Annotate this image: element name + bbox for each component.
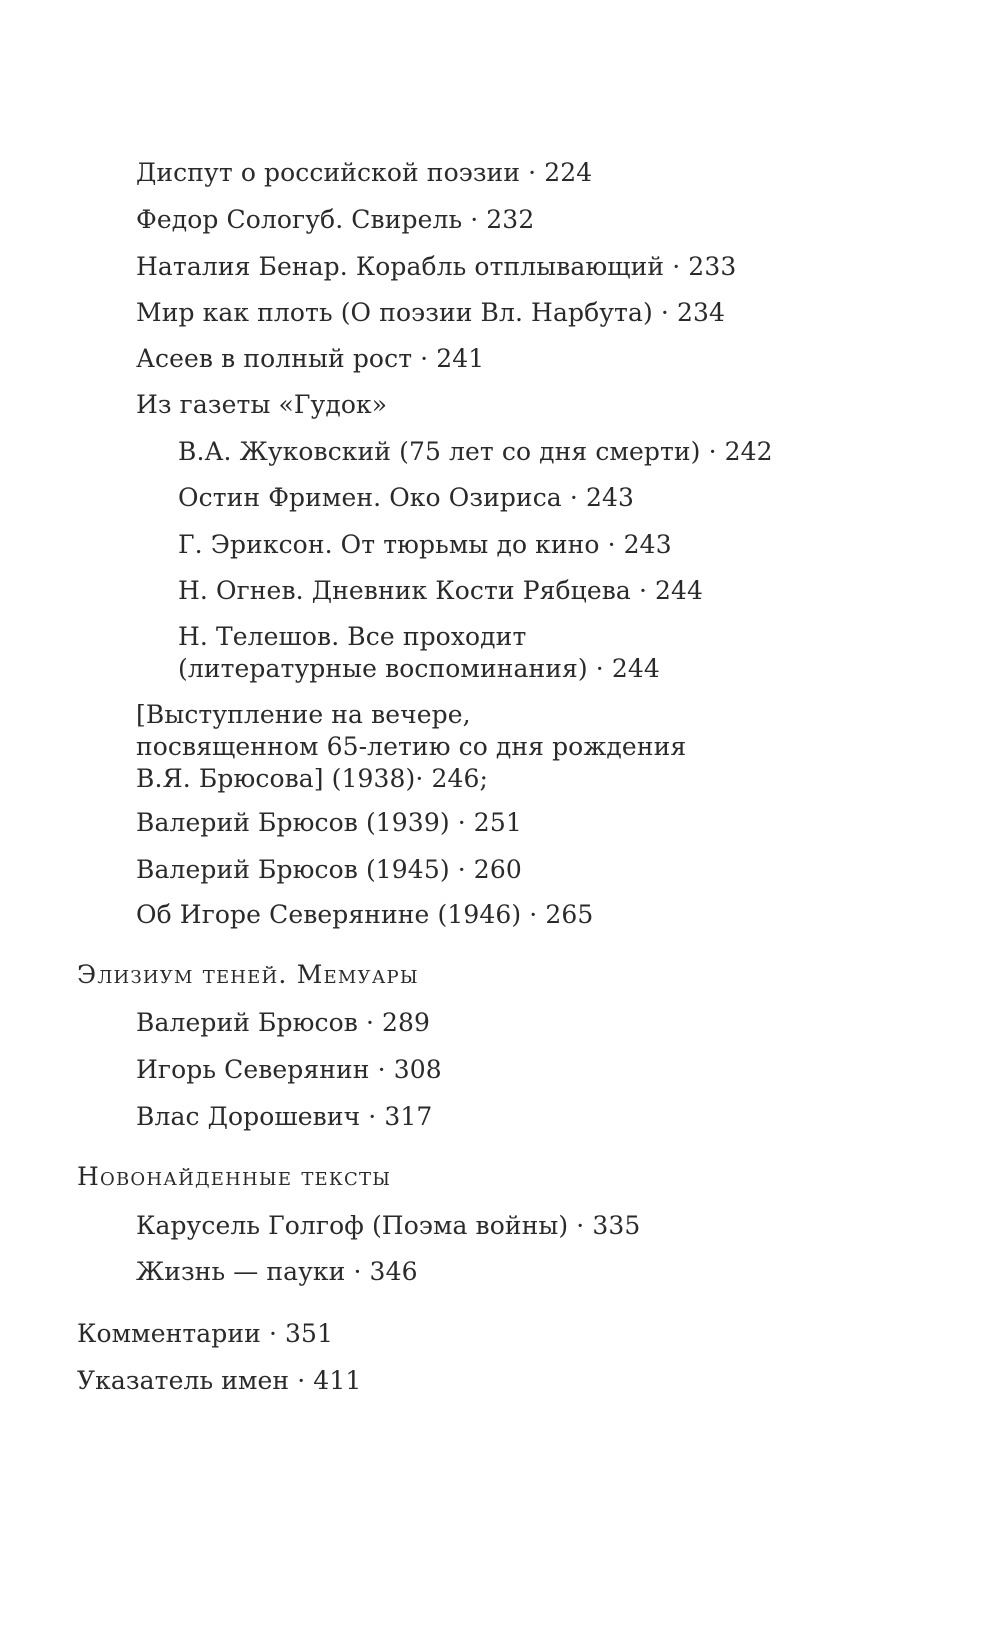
toc-subentry: Н. Телешов. Все проходит [178,622,527,651]
toc-entry: Федор Сологуб. Свирель · 232 [136,205,535,234]
toc-subentry: Остин Фримен. Око Озириса · 243 [178,483,634,512]
toc-entry: Комментарии · 351 [77,1319,334,1348]
toc-entry: Жизнь — пауки · 346 [136,1257,418,1286]
toc-subgroup-heading: Из газеты «Гудок» [136,390,388,419]
toc-entry: Валерий Брюсов (1945) · 260 [136,855,522,884]
toc-section-heading: Элизиум теней. Мемуары [77,960,419,989]
toc-entry: В.Я. Брюсова] (1938)· 246; [136,764,489,793]
toc-subentry: В.А. Жуковский (75 лет со дня смерти) · 242 [178,437,773,466]
toc-entry: Асеев в полный рост · 241 [136,344,485,373]
toc-entry: Об Игоре Северянине (1946) · 265 [136,900,594,929]
toc-entry: Валерий Брюсов · 289 [136,1008,431,1037]
toc-entry: Указатель имен · 411 [77,1366,362,1395]
toc-entry: Наталия Бенар. Корабль отплывающий · 233 [136,252,737,281]
toc-entry: Валерий Брюсов (1939) · 251 [136,808,522,837]
toc-entry: Диспут о российской поэзии · 224 [136,158,593,187]
toc-subentry: Н. Огнев. Дневник Кости Рябцева · 244 [178,576,704,605]
toc-entry: Карусель Голгоф (Поэма войны) · 335 [136,1211,641,1240]
toc-entry: Мир как плоть (О поэзии Вл. Нарбута) · 234 [136,298,725,327]
toc-entry: Влас Дорошевич · 317 [136,1102,433,1131]
toc-subentry: (литературные воспоминания) · 244 [178,654,660,683]
toc-entry: посвященном 65-летию со дня рождения [136,732,687,761]
toc-section-heading: Новонайденные тексты [77,1162,392,1191]
toc-entry: [Выступление на вечере, [136,700,471,729]
toc-entry: Игорь Северянин · 308 [136,1055,442,1084]
toc-subentry: Г. Эриксон. От тюрьмы до кино · 243 [178,530,672,559]
